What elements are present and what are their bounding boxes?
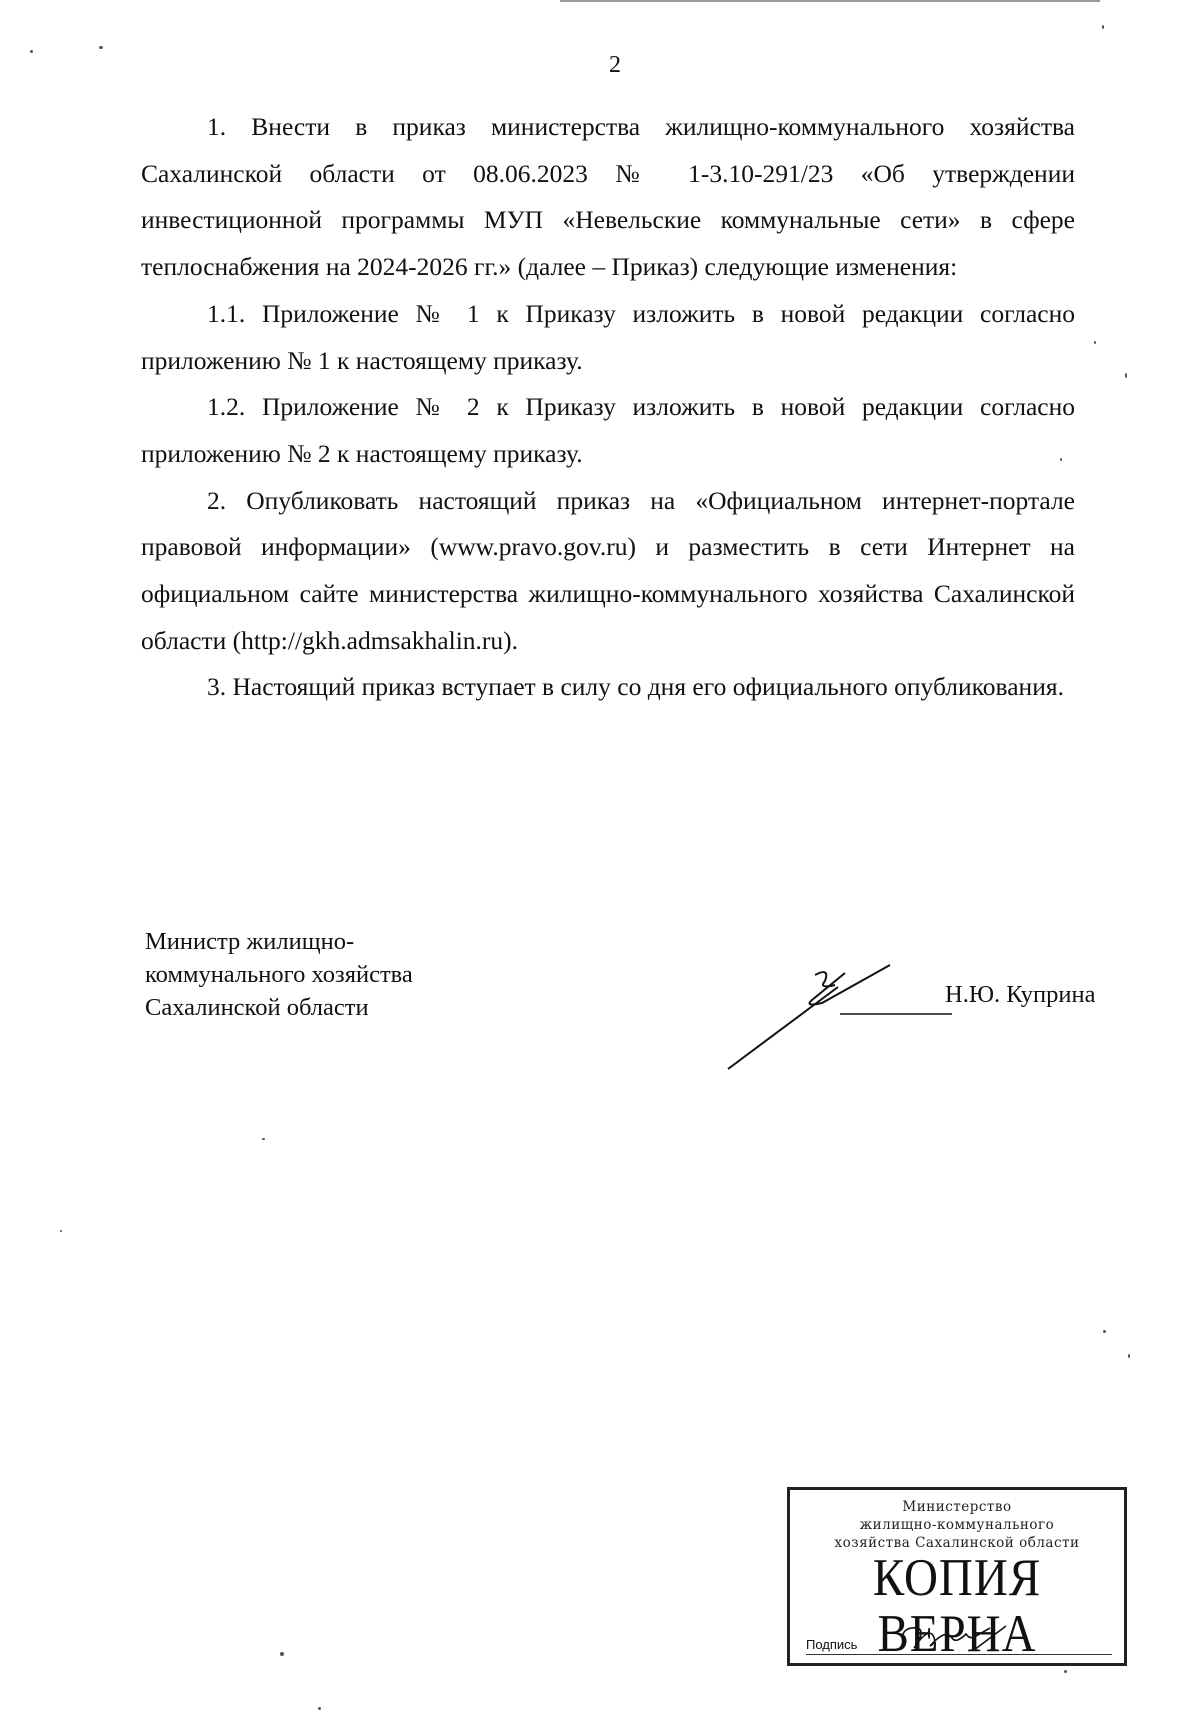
handwritten-signature <box>720 955 960 1075</box>
signatory-position-line: Сахалинской области <box>145 994 369 1021</box>
scan-speck <box>99 46 103 49</box>
paragraph-item-3: 3. Настоящий приказ вступает в силу со дня его официального опубликования. <box>207 672 1064 702</box>
scan-speck <box>1064 1670 1067 1673</box>
scan-speck <box>1102 25 1104 29</box>
stamp-signature-scribble <box>896 1620 1016 1654</box>
stamp-line: хозяйства Сахалинской области <box>834 1535 1080 1551</box>
scan-speck <box>1094 341 1096 344</box>
signatory-position-line: Министр жилищно- <box>145 928 355 955</box>
stamp-signature-label: Подпись <box>806 1637 858 1652</box>
signatory-position-line: коммунального хозяйства <box>145 961 413 988</box>
scan-speck <box>1103 1330 1106 1333</box>
copy-certification-stamp <box>787 1487 1127 1666</box>
signatory-name: Н.Ю. Куприна <box>945 981 1096 1008</box>
scan-speck <box>280 1652 284 1656</box>
stamp-signature-row <box>806 1624 1112 1655</box>
paragraph-item-1-2: 1.2. Приложение № 2 к Приказу изложить в новой редакции согласно приложению № 2 к настоящему приказу. <box>141 392 1075 468</box>
paragraph-item-1-1: 1.1. Приложение № 1 к Приказу изложить в новой редакции согласно приложению № 1 к настоящему приказу. <box>141 298 1075 375</box>
scan-speck <box>60 1230 62 1232</box>
order-body <box>141 104 1075 711</box>
page-number: 2 <box>609 52 621 78</box>
paragraph-item-1: 1. Внести в приказ министерства жилищно-коммунального хозяйства Сахалинской области от 08.06.2023 № 1-3.10-291/23 «Об утверждении инвестиционной программы МУП «Невельские коммунальные сети» в сфере теплоснабжения на 2024-2026 гг.» (далее – Приказ) следующие изменения: <box>141 112 1075 282</box>
stamp-line: Министерство <box>902 1499 1012 1515</box>
scan-speck <box>1125 373 1127 378</box>
scan-speck <box>1128 1354 1130 1358</box>
signatory-position <box>145 925 413 1024</box>
scan-speck <box>262 1138 265 1140</box>
paragraph-item-2: 2. Опубликовать настоящий приказ на «Официальном интернет-портале правовой информации» (www.pravo.gov.ru) и разместить в сети Интернет на официальном сайте министерства жилищно-коммунального хозяйства Сахалинской области (http://gkh.admsakhalin.ru). <box>141 485 1075 655</box>
scan-speck <box>30 50 33 53</box>
scan-speck <box>1060 458 1062 461</box>
stamp-line: жилищно-коммунального <box>859 1517 1055 1533</box>
scan-speck <box>318 1707 321 1710</box>
stamp-title: КОПИЯ ВЕРНА <box>872 1548 1042 1664</box>
top-edge-line <box>560 0 1100 2</box>
